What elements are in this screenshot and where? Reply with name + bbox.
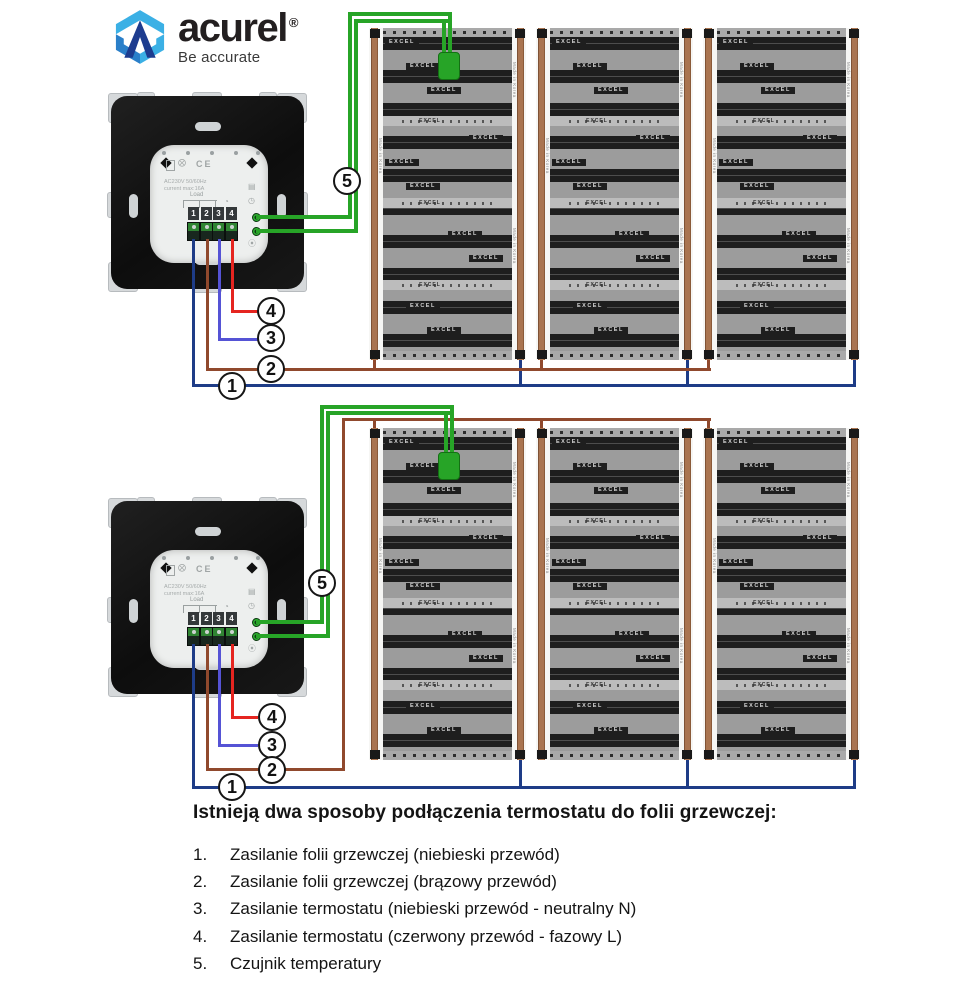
foil-bus-bar-left (371, 428, 378, 760)
wire-navy-segment (192, 239, 195, 387)
package-icon (166, 160, 175, 171)
foil-bus-clamp (704, 429, 714, 438)
foil-edge-label: Made in Korea (679, 62, 684, 98)
foil-bus-bar-right (517, 428, 524, 760)
screw-icon (256, 556, 260, 560)
package-icon (166, 565, 175, 576)
foil-info-band-label: EXCEL (753, 518, 775, 524)
foil-bus-bar-left (538, 28, 545, 360)
terminal-number-3: 3 (213, 612, 224, 625)
foil-brand-label: EXCEL (803, 655, 837, 662)
clock-icon: ◔ (224, 602, 229, 611)
foil-brand-label: EXCEL (719, 39, 753, 46)
clock-icon: ◔ (224, 197, 229, 206)
foil-brand-label: EXCEL (385, 439, 419, 446)
foil-brand-label: EXCEL (427, 487, 461, 494)
foil-edge-label: Made in Korea (712, 538, 717, 574)
foil-brand-label: EXCEL (406, 63, 440, 70)
wire-navy-segment (686, 760, 689, 786)
corner-mark (246, 157, 257, 168)
wire-navy-segment (519, 360, 522, 384)
foil-bus-clamp (537, 350, 547, 359)
foil-bottom-print-band (383, 351, 512, 360)
foil-brand-label: EXCEL (552, 159, 586, 166)
foil-brand-label: EXCEL (740, 303, 774, 310)
foil-edge-label: Made in Korea (378, 538, 383, 574)
foil-bus-clamp (537, 750, 547, 759)
foil-info-band (550, 280, 679, 290)
foil-brand-label: EXCEL (782, 631, 816, 638)
callout-2: 2 (257, 355, 285, 383)
terminal-number-2: 2 (201, 612, 212, 625)
legend-item-number: 4. (193, 926, 208, 946)
foil-edge-label: Made in Korea (512, 62, 517, 98)
wire-green-segment (326, 411, 330, 638)
foil-info-band-label: EXCEL (419, 282, 441, 288)
foil-brand-label: EXCEL (406, 183, 440, 190)
wire-green-segment (256, 229, 358, 233)
callout-4: 4 (258, 703, 286, 731)
wire-green-segment (450, 405, 454, 456)
foil-brand-label: EXCEL (448, 231, 482, 238)
wire-brown-segment (373, 418, 376, 428)
spec-line-2: current max:16A (164, 186, 205, 192)
terminal-number-1: 1 (188, 612, 199, 625)
temperature-sensor (438, 52, 460, 80)
foil-brand-label: EXCEL (740, 183, 774, 190)
ce-mark: CE (196, 564, 213, 574)
foil-edge-label: Made in Korea (512, 628, 517, 664)
wire-red-segment (231, 239, 234, 313)
clock-icon: ◷ (248, 601, 255, 610)
screw-icon (210, 151, 214, 155)
foil-info-band-label: EXCEL (419, 682, 441, 688)
foil-bus-bar-left (538, 428, 545, 760)
wire-brown-segment (707, 360, 710, 368)
foil-info-band (383, 598, 512, 608)
foil-info-band-label: EXCEL (586, 118, 608, 124)
foil-brand-label: EXCEL (552, 559, 586, 566)
legend-list (193, 846, 893, 973)
brand-tagline: Be accurate (178, 49, 261, 66)
foil-info-band-label: EXCEL (753, 118, 775, 124)
legend-item-text: Zasilanie termostatu (czerwony przewód - fazowy L) (230, 926, 623, 946)
foil-edge-label: Made in Korea (545, 138, 550, 174)
brand-name: acurel ® (178, 6, 299, 50)
sensor-icon: ⦿ (248, 644, 256, 653)
foil-edge-label: Made in Korea (512, 228, 517, 264)
foil-bus-clamp (704, 350, 714, 359)
foil-edge-label: Made in Korea (679, 228, 684, 264)
foil-info-band-label: EXCEL (753, 682, 775, 688)
screw-icon (234, 151, 238, 155)
foil-brand-label: EXCEL (573, 303, 607, 310)
spec-text (164, 179, 207, 193)
foil-brand-label: EXCEL (782, 231, 816, 238)
foil-info-band-label: EXCEL (753, 200, 775, 206)
foil-info-band (383, 680, 512, 690)
foil-brand-label: EXCEL (385, 559, 419, 566)
callout-2: 2 (258, 756, 286, 784)
callout-3: 3 (258, 731, 286, 759)
foil-brand-label: EXCEL (803, 255, 837, 262)
foil-brand-label: EXCEL (448, 631, 482, 638)
wire-red-segment (231, 716, 258, 719)
thermostat-module (150, 550, 268, 668)
mounting-slot (195, 122, 221, 131)
foil-brand-label: EXCEL (594, 727, 628, 734)
wire-blue-segment (218, 239, 221, 341)
foil-brand-label: EXCEL (385, 39, 419, 46)
foil-bus-clamp (370, 29, 380, 38)
foil-bus-bar-right (851, 428, 858, 760)
foil-info-band (717, 516, 846, 526)
registered-mark: ® (288, 15, 299, 30)
legend-item-text: Zasilanie folii grzewczej (niebieski przewód) (230, 845, 560, 864)
foil-info-band (550, 198, 679, 208)
foil-brand-label: EXCEL (636, 135, 670, 142)
foil-bus-bar-left (705, 28, 712, 360)
wire-navy-segment (686, 360, 689, 384)
foil-edge-label: Made in Korea (846, 62, 851, 98)
screw-icon (162, 151, 166, 155)
callout-5: 5 (308, 569, 336, 597)
foil-brand-label: EXCEL (594, 87, 628, 94)
foil-info-band (717, 198, 846, 208)
foil-brand-label: EXCEL (406, 463, 440, 470)
foil-info-band (383, 198, 512, 208)
foil-brand-label: EXCEL (740, 703, 774, 710)
foil-info-band-label: EXCEL (419, 518, 441, 524)
temperature-sensor (438, 452, 460, 480)
display-icon: ▤ (248, 182, 256, 191)
load-label: Load (190, 192, 204, 198)
foil-brand-label: EXCEL (427, 727, 461, 734)
spec-line-2: current max:16A (164, 591, 205, 597)
foil-bus-clamp (515, 350, 525, 359)
legend-title: Istnieją dwa sposoby podłączenia termostatu do folii grzewczej: (193, 802, 777, 823)
callout-3: 3 (257, 324, 285, 352)
foil-bus-clamp (370, 429, 380, 438)
foil-brand-label: EXCEL (385, 159, 419, 166)
foil-bus-clamp (370, 750, 380, 759)
foil-bus-clamp (682, 350, 692, 359)
foil-edge-label: Made in Korea (846, 228, 851, 264)
wire-brown-segment (540, 360, 543, 368)
foil-brand-label: EXCEL (740, 583, 774, 590)
foil-info-band (717, 598, 846, 608)
foil-bus-clamp (370, 350, 380, 359)
foil-bus-clamp (515, 29, 525, 38)
foil-edge-label: Made in Korea (679, 462, 684, 498)
screw-icon (256, 151, 260, 155)
wire-brown-segment (707, 418, 710, 428)
wire-green-segment (354, 19, 358, 233)
foil-top-print-band (717, 28, 846, 37)
mounting-slot (195, 527, 221, 536)
wire-navy-segment (853, 360, 856, 387)
foil-brand-label: EXCEL (761, 87, 795, 94)
foil-brand-label: EXCEL (719, 159, 753, 166)
wire-navy-segment (192, 786, 856, 789)
foil-info-band (550, 116, 679, 126)
foil-info-band-label: EXCEL (586, 282, 608, 288)
wire-brown-segment (373, 360, 376, 368)
legend-item-number: 5. (193, 953, 208, 973)
foil-bus-clamp (849, 29, 859, 38)
legend-item-number: 1. (193, 845, 208, 864)
wire-green-segment (354, 19, 448, 23)
foil-bottom-print-band (717, 751, 846, 760)
foil-brand-label: EXCEL (573, 463, 607, 470)
foil-bus-clamp (682, 750, 692, 759)
wire-green-segment (256, 634, 330, 638)
foil-brand-label: EXCEL (427, 327, 461, 334)
foil-bottom-print-band (550, 751, 679, 760)
legend-item-text: Zasilanie termostatu (niebieski przewód - neutralny N) (230, 899, 637, 919)
foil-brand-label: EXCEL (740, 463, 774, 470)
wire-navy-segment (519, 760, 522, 786)
terminal-number-3: 3 (213, 207, 224, 220)
foil-bus-clamp (704, 29, 714, 38)
heating-foil-panel-3 (703, 28, 860, 360)
foil-brand-label: EXCEL (573, 703, 607, 710)
thermostat-module (150, 145, 268, 263)
foil-brand-label: EXCEL (636, 655, 670, 662)
foil-info-band-label: EXCEL (419, 600, 441, 606)
screw-icon (186, 556, 190, 560)
screw-icon (210, 556, 214, 560)
foil-info-band (383, 280, 512, 290)
foil-brand-label: EXCEL (427, 87, 461, 94)
wire-brown-segment (342, 418, 345, 771)
ce-mark: CE (196, 159, 213, 169)
terminal-number-4: 4 (226, 612, 237, 625)
foil-bus-bar-left (371, 28, 378, 360)
foil-edge-label: Made in Korea (378, 138, 383, 174)
foil-edge-label: Made in Korea (545, 538, 550, 574)
wire-brown-segment (206, 239, 209, 371)
wire-green-segment (256, 620, 324, 624)
foil-edge-label: Made in Korea (846, 462, 851, 498)
foil-info-band (550, 680, 679, 690)
heating-foil-panel-6 (703, 428, 860, 760)
foil-brand-label: EXCEL (469, 135, 503, 142)
heating-foil-panel-5 (536, 428, 693, 760)
foil-edge-label: Made in Korea (679, 628, 684, 664)
wire-brown-segment (540, 418, 543, 428)
wire-red-segment (231, 310, 258, 313)
wire-brown-segment (342, 418, 711, 421)
heating-foil-panel-2 (536, 28, 693, 360)
foil-info-band (550, 598, 679, 608)
foil-brand-label: EXCEL (552, 39, 586, 46)
foil-bus-clamp (515, 750, 525, 759)
wire-navy-segment (192, 644, 195, 789)
foil-bus-clamp (515, 429, 525, 438)
foil-brand-label: EXCEL (406, 583, 440, 590)
spec-line-1: AC230V 50/60Hz (164, 584, 207, 590)
foil-bus-clamp (682, 29, 692, 38)
wire-red-segment (231, 644, 234, 719)
foil-info-band-label: EXCEL (586, 600, 608, 606)
foil-info-band (550, 516, 679, 526)
foil-brand-label: EXCEL (761, 727, 795, 734)
wire-navy-segment (853, 760, 856, 789)
foil-brand-label: EXCEL (719, 439, 753, 446)
foil-info-band-label: EXCEL (586, 682, 608, 688)
foil-bus-bar-right (517, 28, 524, 360)
wire-brown-segment (206, 644, 209, 771)
foil-brand-label: EXCEL (469, 255, 503, 262)
foil-brand-label: EXCEL (636, 255, 670, 262)
foil-bus-clamp (682, 429, 692, 438)
callout-5: 5 (333, 167, 361, 195)
foil-brand-label: EXCEL (406, 703, 440, 710)
wire-green-segment (444, 411, 448, 456)
terminal-number-4: 4 (226, 207, 237, 220)
weee-bin-icon: ⨂ (178, 158, 186, 167)
wire-blue-segment (218, 338, 258, 341)
foil-bus-bar-left (705, 428, 712, 760)
spec-text (164, 584, 207, 598)
wire-navy-segment (192, 384, 856, 387)
sensor-icon: ⦿ (248, 239, 256, 248)
foil-bus-bar-right (684, 28, 691, 360)
screw-icon (162, 556, 166, 560)
foil-bottom-print-band (717, 351, 846, 360)
mounting-slot (129, 194, 138, 218)
legend-item-number: 3. (193, 899, 208, 919)
foil-info-band-label: EXCEL (419, 200, 441, 206)
foil-bus-bar-right (851, 28, 858, 360)
foil-brand-label: EXCEL (573, 583, 607, 590)
wire-green-segment (448, 12, 452, 56)
wire-green-segment (320, 405, 454, 409)
foil-top-print-band (550, 428, 679, 437)
callout-1: 1 (218, 773, 246, 801)
foil-brand-label: EXCEL (740, 63, 774, 70)
foil-bus-bar-right (684, 428, 691, 760)
foil-edge-label: Made in Korea (846, 628, 851, 664)
foil-top-print-band (717, 428, 846, 437)
terminal-number-1: 1 (188, 207, 199, 220)
load-label: Load (190, 597, 204, 603)
legend-item-number: 2. (193, 872, 208, 892)
foil-top-print-band (550, 28, 679, 37)
foil-info-band (383, 116, 512, 126)
foil-brand-label: EXCEL (615, 231, 649, 238)
foil-bus-clamp (849, 350, 859, 359)
foil-brand-label: EXCEL (803, 135, 837, 142)
legend (193, 802, 893, 973)
screw-icon (186, 151, 190, 155)
foil-brand-label: EXCEL (594, 327, 628, 334)
wire-blue-segment (218, 744, 258, 747)
foil-brand-label: EXCEL (615, 631, 649, 638)
callout-4: 4 (257, 297, 285, 325)
foil-brand-label: EXCEL (719, 559, 753, 566)
foil-brand-label: EXCEL (573, 63, 607, 70)
foil-bottom-print-band (550, 351, 679, 360)
spec-line-1: AC230V 50/60Hz (164, 179, 207, 185)
foil-info-band (717, 680, 846, 690)
foil-info-band-label: EXCEL (753, 600, 775, 606)
foil-info-band (383, 516, 512, 526)
foil-bus-clamp (704, 750, 714, 759)
foil-bus-clamp (537, 29, 547, 38)
mounting-slot (129, 599, 138, 623)
wire-green-segment (256, 215, 352, 219)
display-icon: ▤ (248, 587, 256, 596)
foil-info-band-label: EXCEL (586, 518, 608, 524)
terminal-number-2: 2 (201, 207, 212, 220)
wire-blue-segment (218, 644, 221, 747)
foil-brand-label: EXCEL (761, 327, 795, 334)
legend-item-text: Zasilanie folii grzewczej (brązowy przewód) (230, 872, 557, 892)
foil-bottom-print-band (383, 751, 512, 760)
foil-info-band (717, 116, 846, 126)
clock-icon: ◷ (248, 196, 255, 205)
foil-info-band-label: EXCEL (419, 118, 441, 124)
callout-1: 1 (218, 372, 246, 400)
foil-info-band-label: EXCEL (586, 200, 608, 206)
weee-bin-icon: ⨂ (178, 563, 186, 572)
legend-item-text: Czujnik temperatury (230, 953, 382, 973)
foil-brand-label: EXCEL (761, 487, 795, 494)
foil-info-band (717, 280, 846, 290)
foil-bus-clamp (537, 429, 547, 438)
foil-brand-label: EXCEL (406, 303, 440, 310)
foil-brand-label: EXCEL (552, 439, 586, 446)
wire-green-segment (442, 19, 446, 56)
foil-edge-label: Made in Korea (512, 462, 517, 498)
foil-info-band-label: EXCEL (753, 282, 775, 288)
wire-green-segment (348, 12, 452, 16)
foil-brand-label: EXCEL (594, 487, 628, 494)
foil-edge-label: Made in Korea (712, 138, 717, 174)
foil-brand-label: EXCEL (469, 655, 503, 662)
foil-brand-label: EXCEL (803, 535, 837, 542)
foil-brand-label: EXCEL (469, 535, 503, 542)
screw-icon (234, 556, 238, 560)
foil-bus-clamp (849, 750, 859, 759)
wire-green-segment (326, 411, 450, 415)
corner-mark (246, 562, 257, 573)
foil-brand-label: EXCEL (573, 183, 607, 190)
foil-bus-clamp (849, 429, 859, 438)
foil-brand-label: EXCEL (636, 535, 670, 542)
